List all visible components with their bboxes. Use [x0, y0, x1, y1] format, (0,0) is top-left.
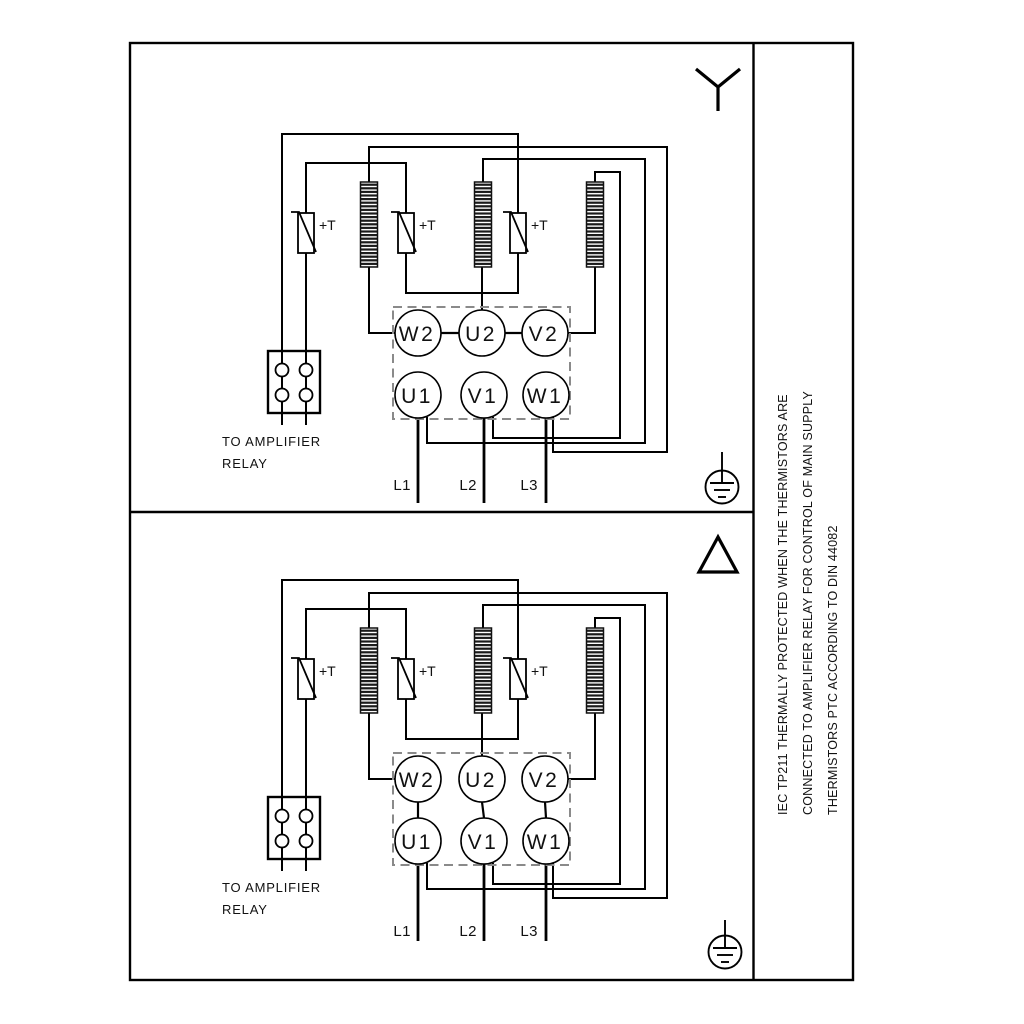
wire-thermistor1-to-2: [306, 609, 406, 659]
delta-bridge-links: [418, 802, 546, 818]
terminal-v2-label: V2: [528, 323, 560, 346]
side-note-line1: IEC TP211 THERMALLY PROTECTED WHEN THE THERMISTORS ARE: [776, 394, 790, 815]
thermistor-1: [291, 658, 336, 699]
thermistor-3: [503, 212, 548, 253]
ground-icon: [709, 920, 742, 969]
terminal-u2-label: U2: [465, 769, 497, 792]
wire-thermistor2-to-3: [406, 253, 518, 293]
terminal-w1-label: W1: [526, 385, 564, 408]
terminal-v1-label: V1: [467, 831, 499, 854]
thermistor-label: +T: [419, 217, 436, 233]
panel-delta: [222, 537, 742, 969]
thermistor-2: [391, 212, 436, 253]
winding-coil-3: [587, 182, 604, 267]
delta-connection-icon: [699, 537, 737, 572]
winding-coil-2: [475, 628, 492, 713]
wire-v2-to-coil3: [568, 713, 595, 779]
wire-coil1-to-w2: [369, 713, 395, 779]
amplifier-relay-block: [268, 797, 320, 859]
terminal-w2-label: W2: [398, 323, 436, 346]
supply-l1-label: L1: [393, 923, 411, 940]
thermistor-label: +T: [531, 217, 548, 233]
winding-coil-1: [361, 628, 378, 713]
side-note-line3: THERMISTORS PTC ACCORDING TO DIN 44082: [826, 525, 840, 815]
terminal-w2-label: W2: [398, 769, 436, 792]
winding-coil-1: [361, 182, 378, 267]
relay-caption-line1: TO AMPLIFIER: [222, 434, 321, 449]
winding-coil-2: [475, 182, 492, 267]
thermistor-label: +T: [319, 217, 336, 233]
side-note-line2: CONNECTED TO AMPLIFIER RELAY FOR CONTROL OF MAIN SUPPLY: [801, 390, 815, 815]
terminal-w1-label: W1: [526, 831, 564, 854]
ground-icon: [706, 452, 739, 504]
thermistor-2: [391, 658, 436, 699]
relay-caption-line2: RELAY: [222, 456, 268, 471]
supply-l1-label: L1: [393, 477, 411, 494]
terminal-v1-label: V1: [467, 385, 499, 408]
winding-coil-3: [587, 628, 604, 713]
relay-caption-line1: TO AMPLIFIER: [222, 880, 321, 895]
supply-l2-label: L2: [459, 923, 477, 940]
relay-caption-line2: RELAY: [222, 902, 268, 917]
wire-thermistor2-to-3: [406, 699, 518, 739]
terminal-v2-label: V2: [528, 769, 560, 792]
terminal-u1-label: U1: [401, 831, 433, 854]
supply-l2-label: L2: [459, 477, 477, 494]
amplifier-relay-block: [268, 351, 320, 413]
thermistor-1: [291, 212, 336, 253]
panel-star: [222, 69, 740, 504]
wire-thermistor1-to-2: [306, 163, 406, 213]
thermistor-label: +T: [531, 663, 548, 679]
wire-coil1-to-w2: [369, 267, 395, 333]
side-note: [776, 391, 840, 815]
terminal-u2-label: U2: [465, 323, 497, 346]
thermistor-label: +T: [319, 663, 336, 679]
supply-l3-label: L3: [520, 923, 538, 940]
thermistor-3: [503, 658, 548, 699]
supply-l3-label: L3: [520, 477, 538, 494]
wire-v2-to-coil3: [568, 267, 595, 333]
star-connection-icon: [696, 69, 740, 111]
thermistor-label: +T: [419, 663, 436, 679]
terminal-u1-label: U1: [401, 385, 433, 408]
